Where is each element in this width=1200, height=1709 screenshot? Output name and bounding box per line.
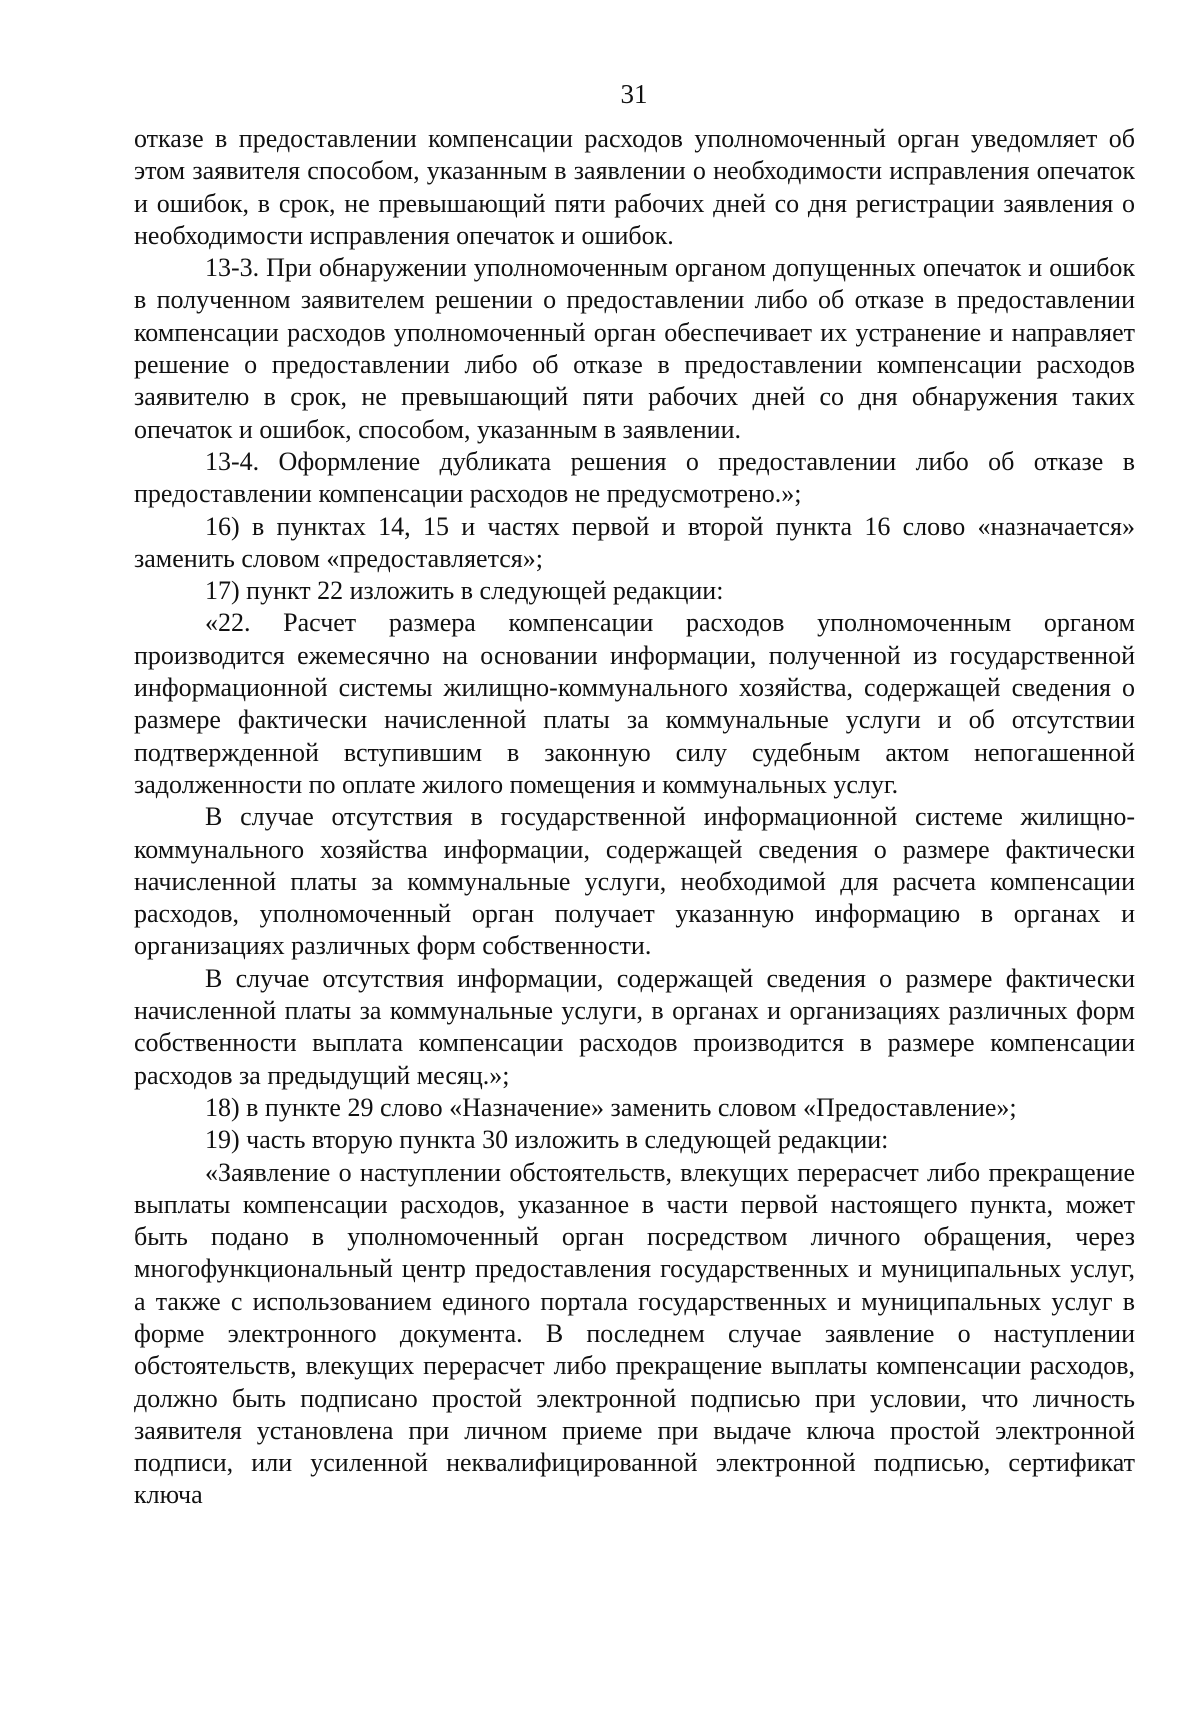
- paragraph-item-18: 18) в пункте 29 слово «Назначение» заменить словом «Предоставление»;: [205, 1092, 1017, 1122]
- document-body: [134, 123, 1135, 1512]
- paragraph-item-17: 17) пункт 22 изложить в следующей редакции:: [205, 576, 724, 606]
- paragraph-22: «22. Расчет размера компенсации расходов уполномоченным органом производится ежемесячно на основании информации, полученной из государственной информационной системы жилищно-коммунального хозяйства, содержащей сведения о размере фактически начисленной платы за коммунальные услуги и об отсутствии подтвержденной вступившим в законную силу судебным актом непогашенной задолженности по оплате жилого помещения и коммунальных услуг.: [134, 608, 1135, 799]
- paragraph-13-3: 13-3. При обнаружении уполномоченным органом допущенных опечаток и ошибок в полученном заявителем решении о предоставлении либо об отказе в предоставлении компенсации расходов уполномоченный орган обеспечивает их устранение и направляет решение о предоставлении либо об отказе в предоставлении компенсации расходов заявителю в срок, не превышающий пяти рабочих дней со дня обнаружения таких опечаток и ошибок, способом, указанным в заявлении.: [134, 253, 1135, 444]
- paragraph-30-part-2: «Заявление о наступлении обстоятельств, влекущих перерасчет либо прекращение выплаты компенсации расходов, указанное в части первой настоящего пункта, может быть подано в уполномоченный орган посредством личного обращения, через многофункциональный центр предоставления государственных и муниципальных услуг, а также с использованием единого портала государственных и муниципальных услуг в форме электронного документа. В последнем случае заявление о наступлении обстоятельств, влекущих перерасчет либо прекращение выплаты компенсации расходов, должно быть подписано простой электронной подписью при условии, что личность заявителя установлена при личном приеме при выдаче ключа простой электронной подписи, или усиленной неквалифицированной электронной подписью, сертификат ключа: [134, 1157, 1135, 1510]
- paragraph-continuation: отказе в предоставлении компенсации расходов уполномоченный орган уведомляет об этом заявителя способом, указанным в заявлении о необходимости исправления опечаток и ошибок, в срок, не превышающий пяти рабочих дней со дня регистрации заявления о необходимости исправления опечаток и ошибок.: [134, 124, 1135, 250]
- paragraph-item-19: 19) часть вторую пункта 30 изложить в следующей редакции:: [205, 1125, 889, 1155]
- paragraph-13-4: 13-4. Оформление дубликата решения о предоставлении либо об отказе в предоставлении компенсации расходов не предусмотрено.»;: [134, 446, 1135, 509]
- page-number: 31: [620, 79, 648, 109]
- paragraph-22-part-2: В случае отсутствия в государственной информационной системе жилищно-коммунального хозяйства информации, содержащей сведения о размере фактически начисленной платы за коммунальные услуги, необходимой для расчета компенсации расходов, уполномоченный орган получает указанную информацию в органах и организациях различных форм собственности.: [134, 802, 1135, 961]
- paragraph-22-part-3: В случае отсутствия информации, содержащей сведения о размере фактически начисленной платы за коммунальные услуги, в органах и организациях различных форм собственности выплата компенсации расходов производится в размере компенсации расходов за предыдущий месяц.»;: [134, 963, 1135, 1090]
- paragraph-item-16: 16) в пунктах 14, 15 и частях первой и второй пункта 16 слово «назначается» заменить словом «предоставляется»;: [134, 511, 1135, 573]
